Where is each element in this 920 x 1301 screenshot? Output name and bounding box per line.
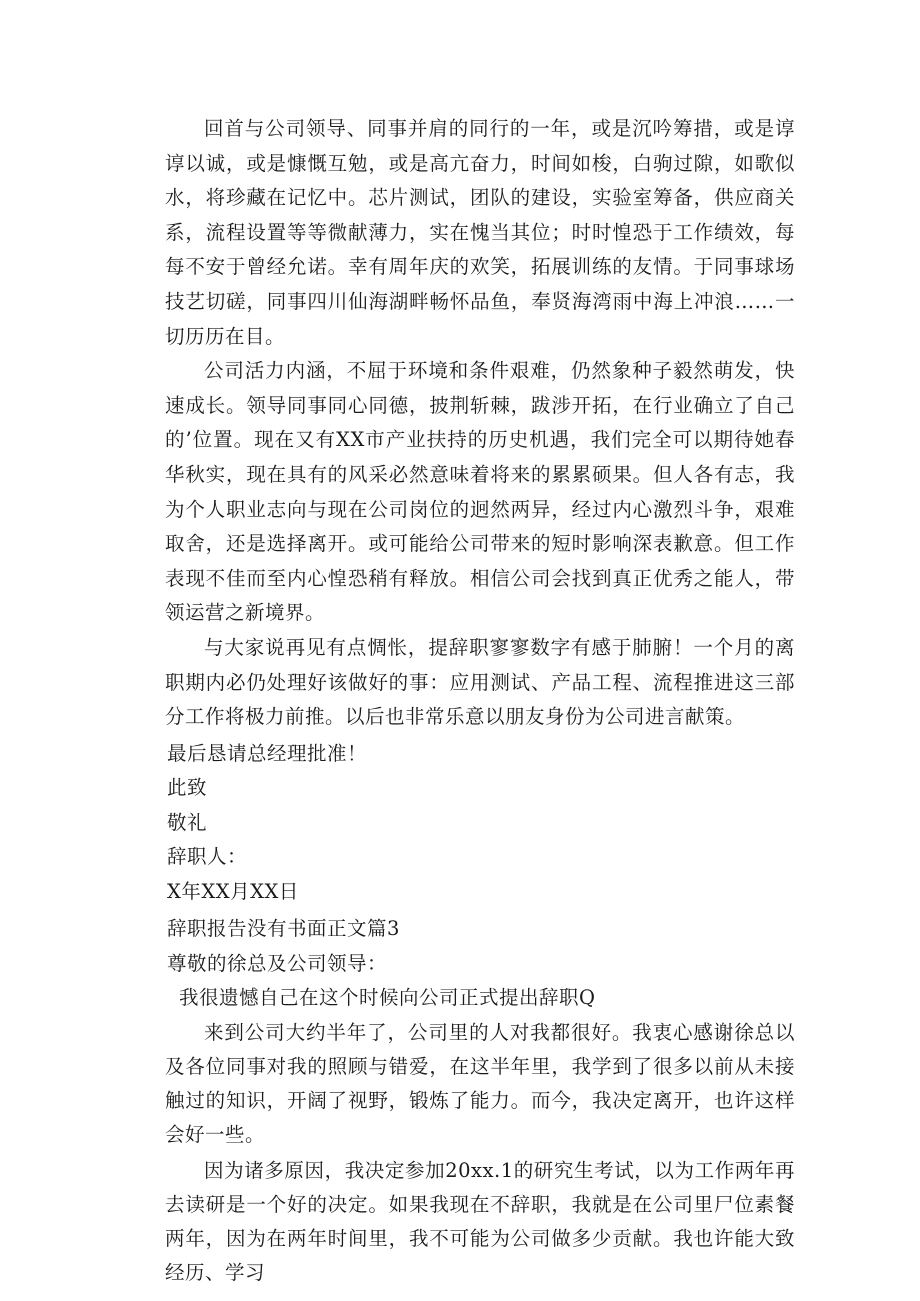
closing-salutation-2: 敬礼 — [167, 810, 208, 834]
paragraph-reflection: 回首与公司领导、同事并肩的同行的一年，或是沉吟筹措，或是谆谆以诚，或是慷慨互勉，或是高亢奋力，时间如梭，白驹过隙，如歌似水，将珍藏在记忆中。芯片测试，团队的建设，实验室筹备，供应商关系，流程设置等等微献薄力，实在愧当其位；时时惶恐于工作绩效，每每不安于曾经允诺。幸有周年庆的欢笑，拓展训练的友情。于同事球场技艺切磋，同事四川仙海湖畔畅怀品鱼，奉贤海湾雨中海上冲浪……一切历历在目。 — [165, 117, 795, 348]
signature-date: X年XX月XX日 — [167, 879, 299, 903]
signer-label: 辞职人： — [167, 845, 248, 869]
letter-greeting: 尊敬的徐总及公司领导： — [167, 951, 388, 975]
paragraph-half-year: 来到公司大约半年了，公司里的人对我都很好。我衷心感谢徐总以及各位同事对我的照顾与错爱，在这半年里，我学到了很多以前从未接触过的知识，开阔了视野，锻炼了能力。而今，我决定离开，也许这样会好一些。 — [165, 1020, 795, 1146]
closing-salutation-1: 此致 — [167, 776, 208, 800]
document-body — [165, 112, 795, 1290]
paragraph-farewell: 与大家说再见有点惆怅，提辞职寥寥数字有感于肺腑！一个月的离职期内必仍处理好该做好的事：应用测试、产品工程、流程推进这三部分工作将极力前推。以后也非常乐意以朋友身份为公司进言献策。 — [165, 635, 795, 729]
paragraph-reasons: 因为诸多原因，我决定参加20xx.1的研究生考试，以为工作两年再去读研是一个好的决定。如果我现在不辞职，我就是在公司里尸位素餐两年，因为在两年时间里，我不可能为公司做多少贡献。我也许能大致经历、学习 — [165, 1158, 795, 1284]
closing-request: 最后恳请总经理批准！ — [167, 741, 368, 765]
section-title: 辞职报告没有书面正文篇3 — [167, 917, 400, 941]
paragraph-company-vitality: 公司活力内涵，不屈于环境和条件艰难，仍然象种子毅然萌发，快速成长。领导同事同心同德，披荆斩棘，跋涉开拓，在行业确立了自己的’位置。现在又有XX市产业扶持的历史机遇，我们完全可以期待她春华秋实，现在具有的风采必然意味着将来的累累硕果。但人各有志，我为个人职业志向与现在公司岗位的迥然两异，经过内心激烈斗争，艰难取舍，还是选择离开。或可能给公司带来的短时影响深表歉意。但工作表现不佳而至内心惶恐稍有释放。相信公司会找到真正优秀之能人，带领运营之新境界。 — [165, 359, 795, 625]
opening-line: 我很遗憾自己在这个时候向公司正式提出辞职Q — [179, 986, 596, 1010]
